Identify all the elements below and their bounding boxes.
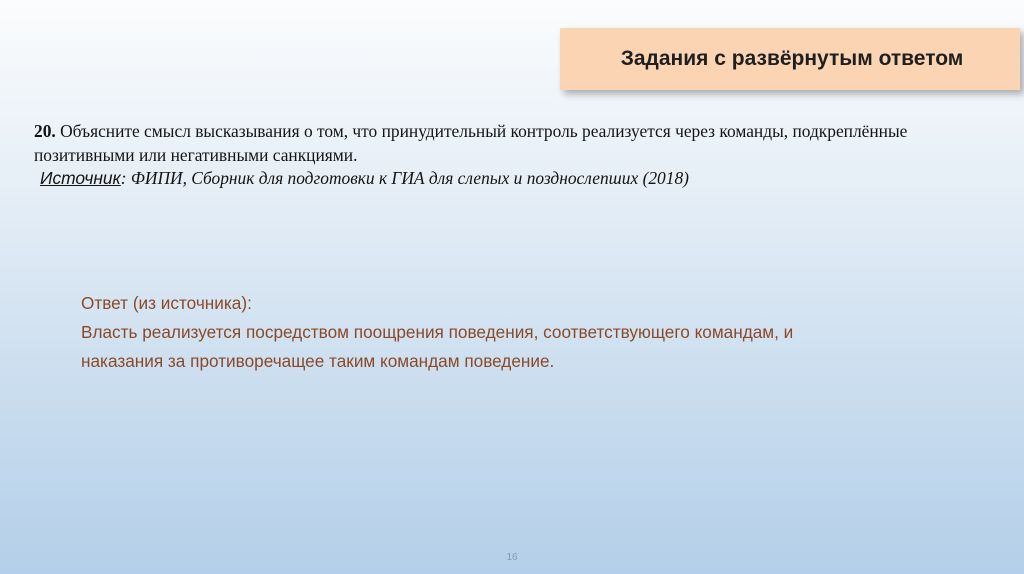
question-number: 20. [34, 121, 56, 141]
question-paragraph [34, 119, 994, 167]
answer-line-2: наказания за противоречащее таким командам поведение. [81, 351, 555, 371]
page-number: 16 [506, 552, 518, 563]
source-label: Источник [40, 168, 121, 188]
source-line [40, 168, 689, 189]
slide-title: Задания с развёрнутым ответом [620, 47, 964, 70]
question-text: Объясните смысл высказывания о том, что принудительный контроль реализуется через команды, подкреплённые позитивными или негативными санкциями. [34, 121, 908, 165]
answer-block [81, 289, 961, 376]
answer-heading: Ответ (из источника): [81, 293, 252, 313]
source-text: ФИПИ, Сборник для подготовки к ГИА для слепых и позднослепших (2018) [130, 168, 689, 188]
source-separator: : [120, 168, 131, 188]
slide-title-box [560, 28, 1020, 90]
answer-line-1: Власть реализуется посредством поощрения поведения, соответствующего командам, и [81, 322, 794, 342]
